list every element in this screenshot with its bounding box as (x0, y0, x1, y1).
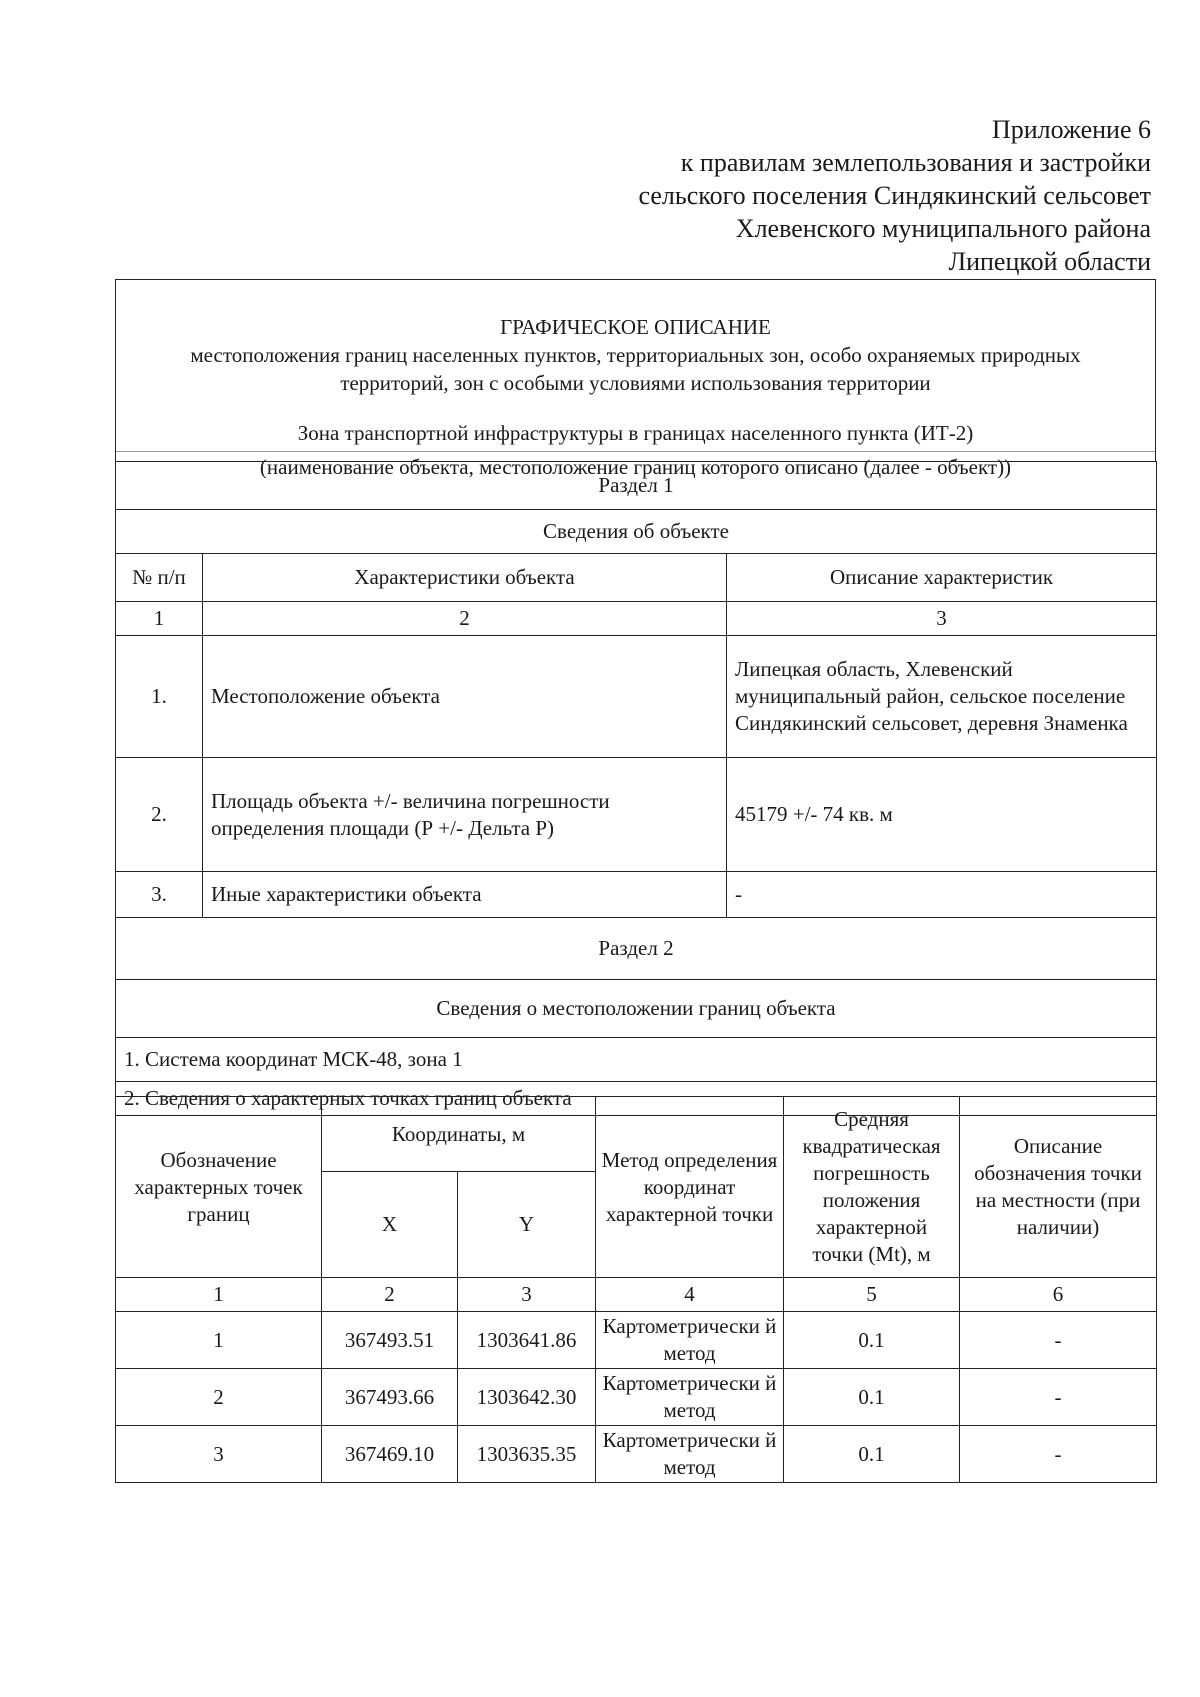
section1-subtitle: Сведения об объекте (116, 510, 1157, 554)
point-desc: - (960, 1369, 1157, 1426)
col-number: 2 (203, 602, 727, 636)
annex-header (639, 113, 1151, 278)
header-y: Y (458, 1172, 596, 1278)
document-subtitle-line1: местоположения границ населенных пунктов, территориальных зон, особо охраняемых природных (190, 343, 1081, 367)
document-title: ГРАФИЧЕСКОЕ ОПИСАНИЕ (500, 315, 771, 339)
row-name: Площадь объекта +/- величина погрешности определения площади (Р +/- Дельта Р) (203, 758, 727, 872)
header-error: Средняя квадратическая погрешность положения характерной точки (Mt), м (784, 1097, 960, 1278)
col-number: 1 (116, 1278, 322, 1312)
coord-system: 1. Система координат МСК-48, зона 1 (116, 1038, 1157, 1082)
point-x: 367493.66 (322, 1369, 458, 1426)
row-name: Местоположение объекта (203, 636, 727, 758)
col-number: 3 (458, 1278, 596, 1312)
section1-table (115, 461, 1157, 1116)
point-id: 2 (116, 1369, 322, 1426)
point-x: 367469.10 (322, 1426, 458, 1483)
col-number: 3 (727, 602, 1157, 636)
points-caption: 2. Сведения о характерных точках границ объекта (116, 1082, 1157, 1116)
point-method: Картометрически й метод (596, 1312, 784, 1369)
table-row (116, 1312, 1157, 1369)
header-point-description: Описание обозначения точки на местности (при наличии) (960, 1097, 1157, 1278)
col-number: 5 (784, 1278, 960, 1312)
point-y: 1303642.30 (458, 1369, 596, 1426)
row-value: 45179 +/- 74 кв. м (727, 758, 1157, 872)
object-name: Зона транспортной инфраструктуры в границах населенного пункта (ИТ-2) (297, 421, 974, 445)
row-num: 1. (116, 636, 203, 758)
header-num: № п/п (116, 554, 203, 602)
point-mt: 0.1 (784, 1369, 960, 1426)
object-caption: (наименование объекта, местоположение границ которого описано (далее - объект)) (116, 451, 1155, 481)
point-x: 367493.51 (322, 1312, 458, 1369)
point-desc: - (960, 1312, 1157, 1369)
point-mt: 0.1 (784, 1426, 960, 1483)
point-id: 3 (116, 1426, 322, 1483)
section2-subtitle: Сведения о местоположении границ объекта (116, 980, 1157, 1038)
col-number: 6 (960, 1278, 1157, 1312)
point-mt: 0.1 (784, 1312, 960, 1369)
row-name: Иные характеристики объекта (203, 872, 727, 918)
table-row (116, 758, 1157, 872)
annex-line: к правилам землепользования и застройки (680, 148, 1151, 177)
table-row (116, 1369, 1157, 1426)
points-table (115, 1096, 1157, 1483)
annex-line: Хлевенского муниципального района (735, 214, 1151, 243)
col-number: 2 (322, 1278, 458, 1312)
annex-line: Приложение 6 (991, 115, 1151, 144)
point-id: 1 (116, 1312, 322, 1369)
header-characteristics: Характеристики объекта (203, 554, 727, 602)
annex-line: сельского поселения Синдякинский сельсовет (638, 181, 1151, 210)
title-block (115, 279, 1156, 479)
table-row (116, 1426, 1157, 1483)
header-method: Метод определения координат характерной точки (596, 1097, 784, 1278)
header-x: X (322, 1172, 458, 1278)
point-y: 1303635.35 (458, 1426, 596, 1483)
header-coords: Координаты, м (322, 1097, 596, 1172)
row-num: 3. (116, 872, 203, 918)
point-desc: - (960, 1426, 1157, 1483)
section2-title: Раздел 2 (116, 918, 1157, 980)
table-row (116, 636, 1157, 758)
col-number: 1 (116, 602, 203, 636)
table-row (116, 872, 1157, 918)
row-value: - (727, 872, 1157, 918)
header-description: Описание характеристик (727, 554, 1157, 602)
row-value: Липецкая область, Хлевенский муниципальный район, сельское поселение Синдякинский сельсовет, деревня Знаменка (727, 636, 1157, 758)
col-number: 4 (596, 1278, 784, 1312)
document-subtitle-line2: территорий, зон с особыми условиями использования территории (340, 371, 931, 395)
row-num: 2. (116, 758, 203, 872)
header-designation: Обозначение характерных точек границ (116, 1097, 322, 1278)
point-method: Картометрически й метод (596, 1426, 784, 1483)
annex-line: Липецкой области (948, 247, 1151, 276)
section1-title: Раздел 1 (116, 462, 1157, 510)
point-method: Картометрически й метод (596, 1369, 784, 1426)
point-y: 1303641.86 (458, 1312, 596, 1369)
